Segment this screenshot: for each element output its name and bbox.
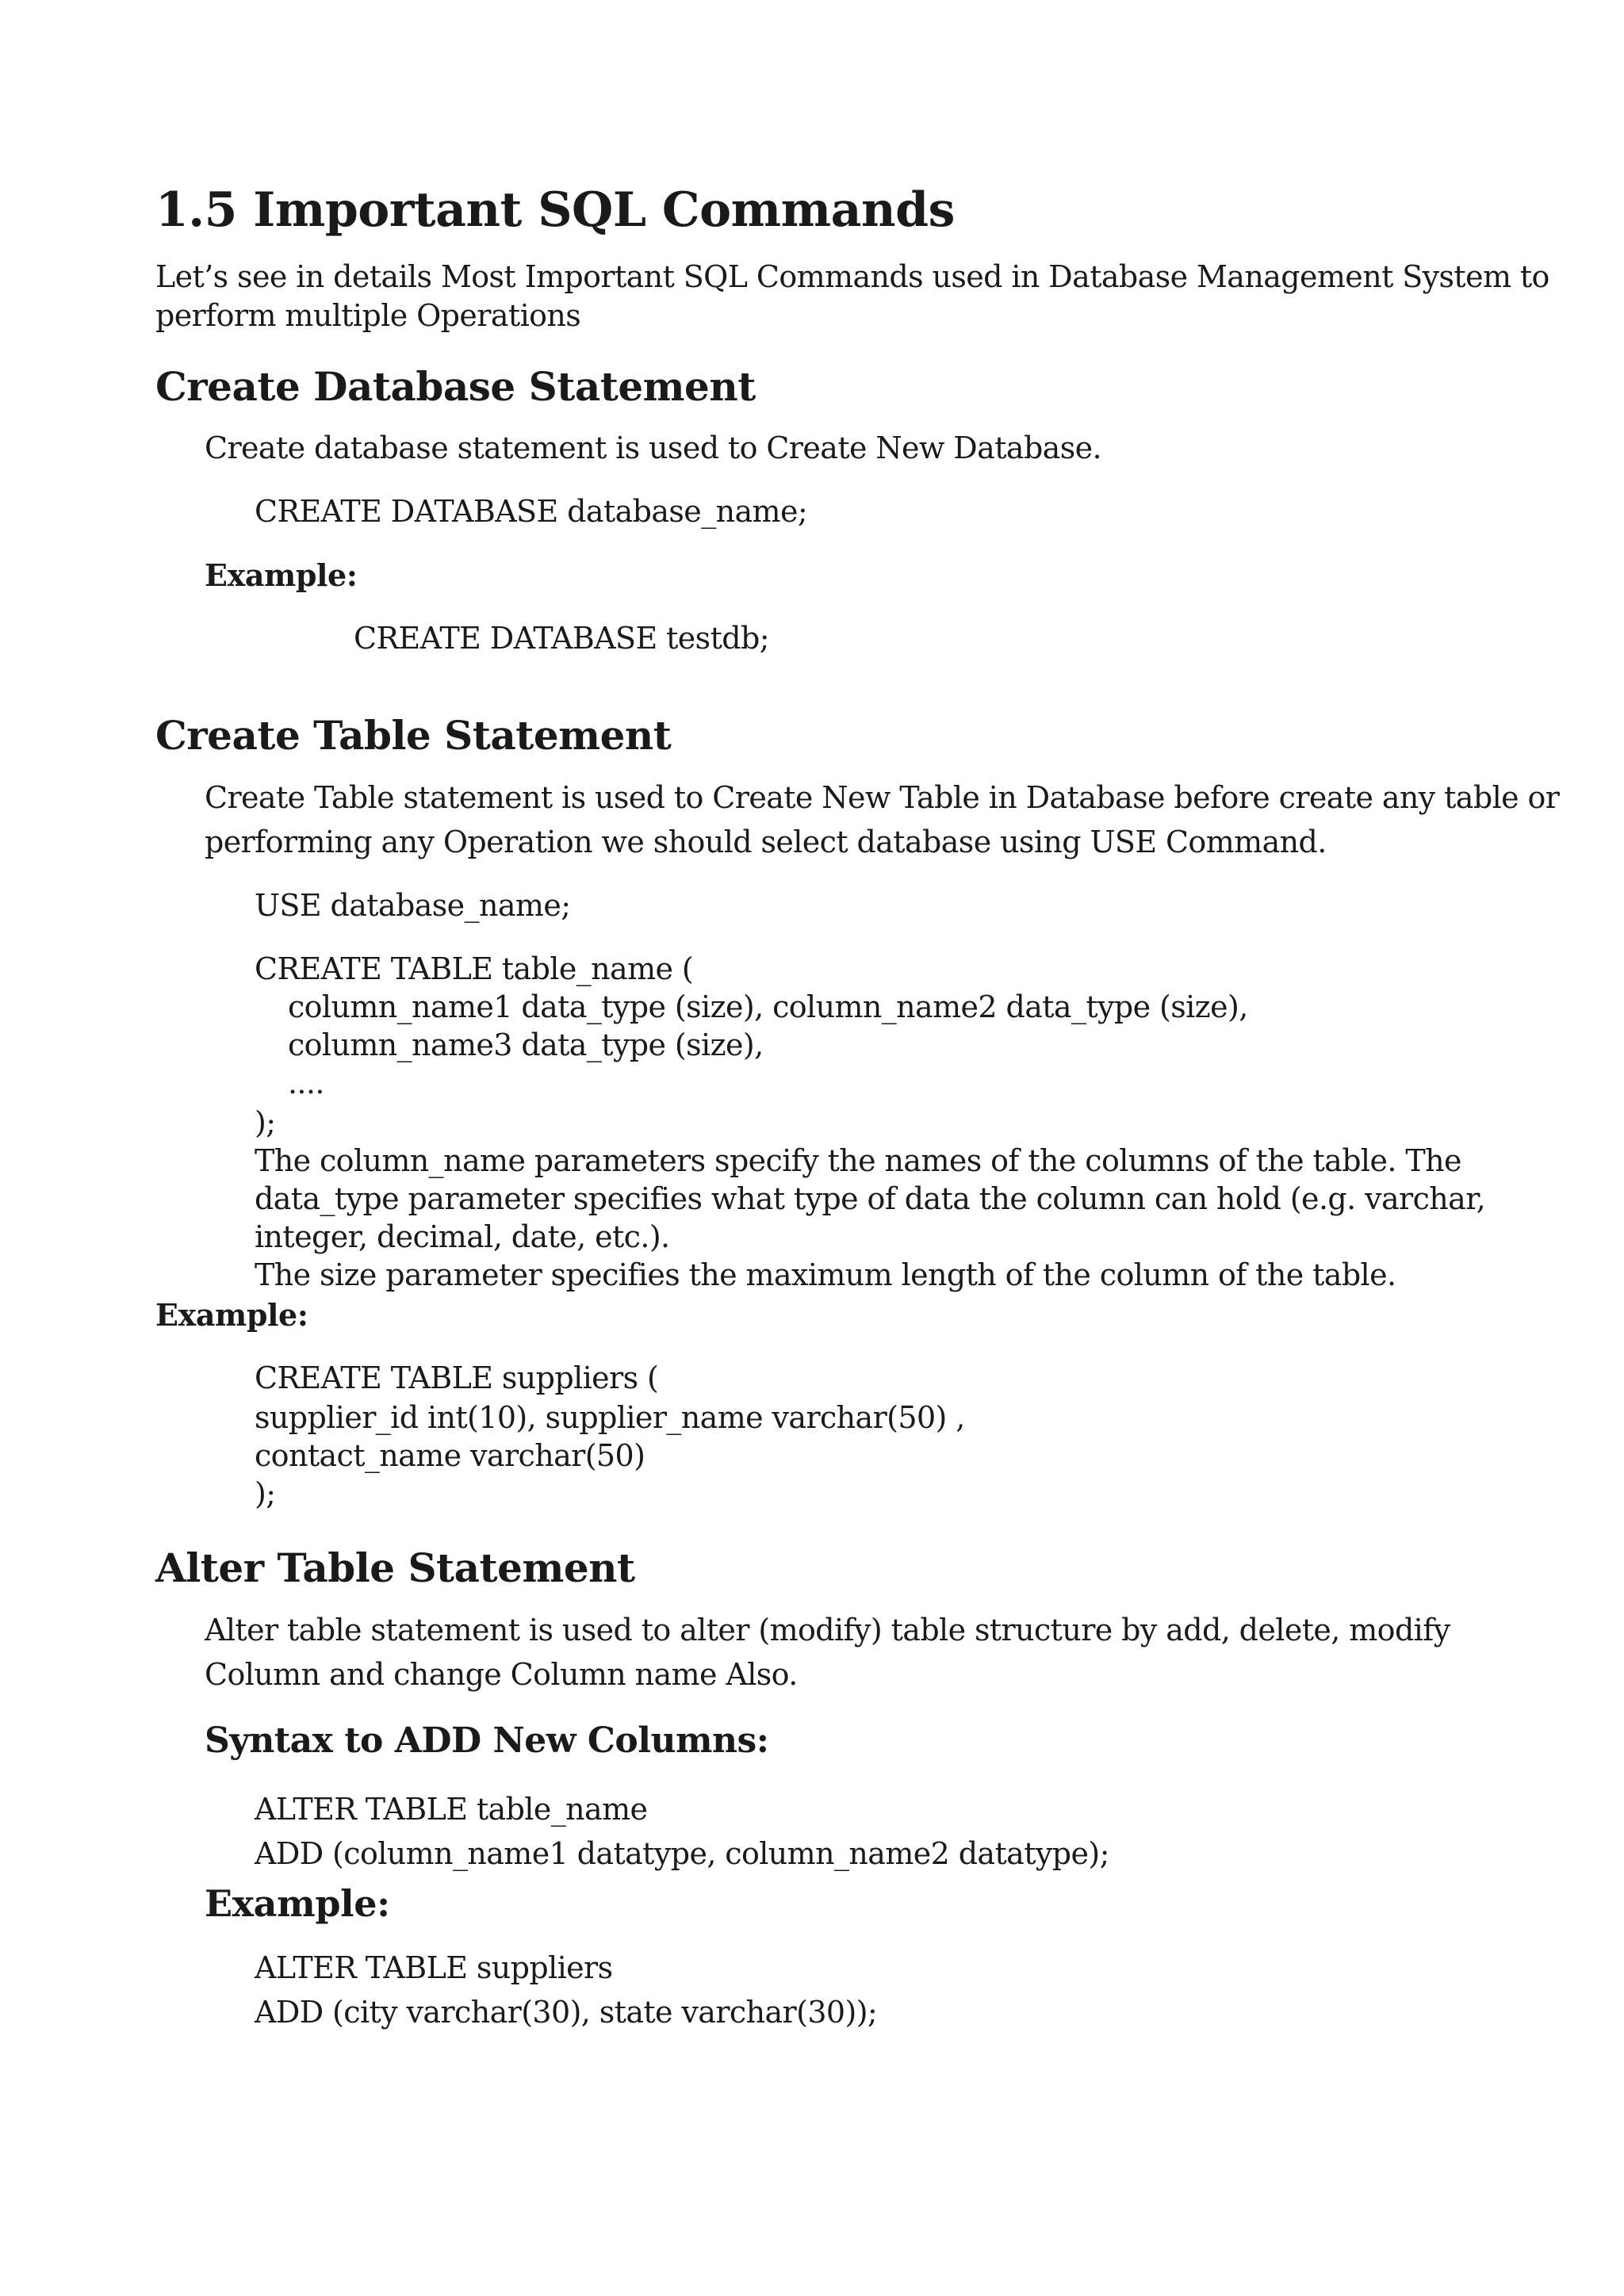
alter-table-example-line-2: ADD (city varchar(30), state varchar(30)); <box>255 1995 878 2030</box>
create-database-heading: Create Database Statement <box>155 363 756 410</box>
alter-table-description-1: Alter table statement is used to alter (modify) table structure by add, delete, modify <box>205 1613 1450 1647</box>
create-table-note-4: The size parameter specifies the maximum length of the column of the table. <box>255 1257 1396 1292</box>
create-table-note-2: data_type parameter specifies what type of data the column can hold (e.g. varchar, <box>255 1181 1486 1216</box>
use-syntax: USE database_name; <box>255 888 571 923</box>
create-table-syntax-line-4: .... <box>270 1066 324 1100</box>
page-title: 1.5 Important SQL Commands <box>155 182 955 238</box>
alter-table-heading: Alter Table Statement <box>155 1544 635 1591</box>
create-table-example-label: Example: <box>155 1297 308 1333</box>
intro-line-2: perform multiple Operations <box>155 298 581 333</box>
create-table-syntax-line-2: column_name1 data_type (size), column_name2 data_type (size), <box>270 989 1248 1024</box>
create-database-syntax: CREATE DATABASE database_name; <box>255 494 808 529</box>
create-database-example-label: Example: <box>205 557 358 593</box>
create-database-example: CREATE DATABASE testdb; <box>354 621 769 656</box>
alter-table-example-label: Example: <box>205 1882 390 1925</box>
create-table-heading: Create Table Statement <box>155 712 672 759</box>
create-table-example-line-3: contact_name varchar(50) <box>255 1438 645 1473</box>
create-table-description-2: performing any Operation we should select database using USE Command. <box>205 825 1327 859</box>
create-table-description-1: Create Table statement is used to Create New Table in Database before create any table or <box>205 780 1560 815</box>
alter-table-syntax-line-1: ALTER TABLE table_name <box>255 1792 648 1827</box>
create-table-note-3: integer, decimal, date, etc.). <box>255 1219 670 1254</box>
alter-table-example-line-1: ALTER TABLE suppliers <box>255 1950 613 1985</box>
create-table-example-line-1: CREATE TABLE suppliers ( <box>255 1360 659 1395</box>
alter-table-description-2: Column and change Column name Also. <box>205 1657 798 1692</box>
create-table-syntax-line-3: column_name3 data_type (size), <box>270 1027 764 1062</box>
alter-table-syntax-line-2: ADD (column_name1 datatype, column_name2 datatype); <box>255 1836 1109 1871</box>
create-table-syntax-line-1: CREATE TABLE table_name ( <box>255 951 694 986</box>
create-database-description: Create database statement is used to Create New Database. <box>205 430 1101 465</box>
create-table-note-1: The column_name parameters specify the names of the columns of the table. The <box>255 1143 1461 1178</box>
add-columns-subheading: Syntax to ADD New Columns: <box>205 1720 769 1761</box>
create-table-example-line-4: ); <box>255 1476 276 1511</box>
create-table-example-line-2: supplier_id int(10), supplier_name varchar(50) , <box>255 1400 965 1435</box>
intro-line-1: Let’s see in details Most Important SQL Commands used in Database Management System to <box>155 259 1549 294</box>
create-table-syntax-line-5: ); <box>255 1105 276 1140</box>
